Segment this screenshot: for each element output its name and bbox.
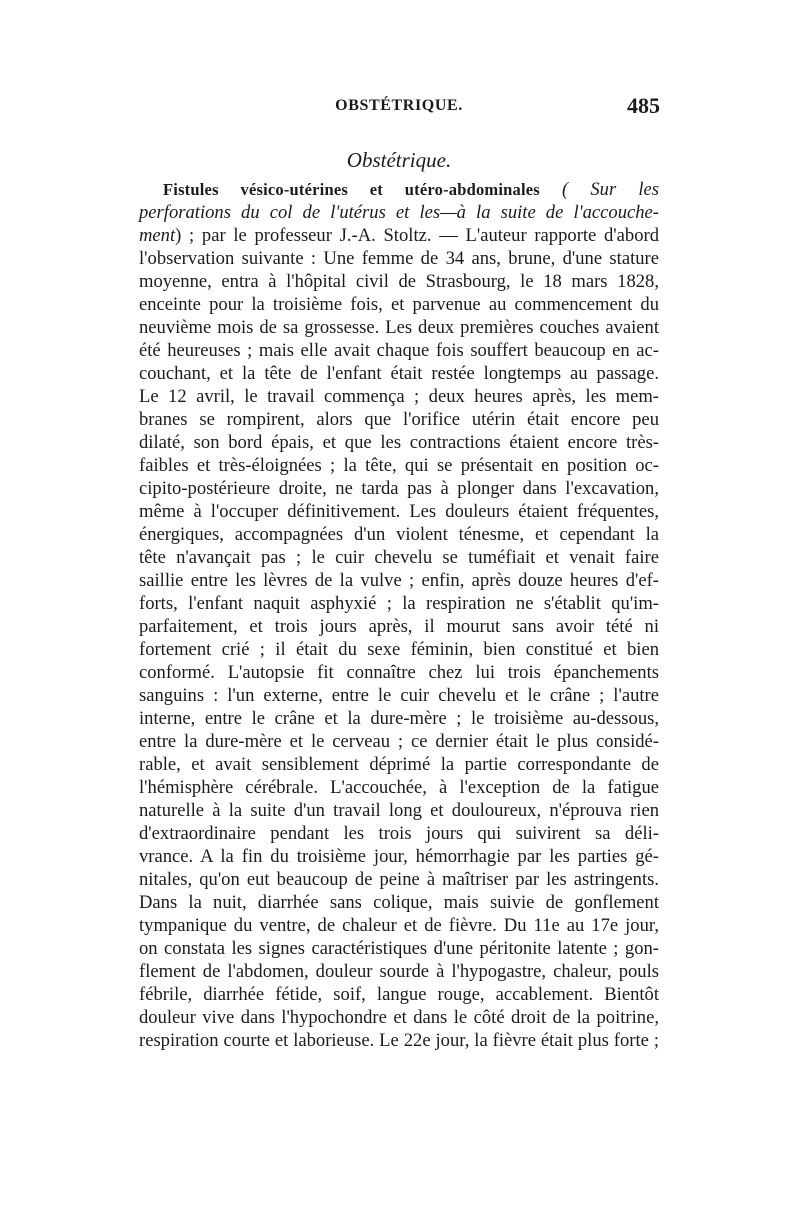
article-line: tête n'avançait pas ; le cuir chevelu se tuméfiait et venait faire xyxy=(139,547,659,568)
article-line-3 xyxy=(139,224,659,247)
article-line: on constata les signes caractéristiques d'une péritonite latente ; gon- xyxy=(139,938,659,959)
article-line: forts, l'enfant naquit asphyxié ; la respiration ne s'établit qu'im- xyxy=(139,593,659,614)
article-line: Le 12 avril, le travail commença ; deux heures après, les mem- xyxy=(139,386,659,407)
article-line: couchant, et la tête de l'enfant était restée longtemps au passage. xyxy=(139,363,659,384)
article-line: nitales, qu'on eut beaucoup de peine à maîtriser par les astringents. xyxy=(139,869,659,890)
article-line: l'hémisphère cérébrale. L'accouchée, à l'exception de la fatigue xyxy=(139,777,659,798)
article-line: Dans la nuit, diarrhée sans colique, mais suivie de gonflement xyxy=(139,892,659,913)
article-line: rable, et avait sensiblement déprimé la partie correspondante de xyxy=(139,754,659,775)
article-line: sanguins : l'un externe, entre le cuir chevelu et le crâne ; l'autre xyxy=(139,685,659,706)
article-line: neuvième mois de sa grossesse. Les deux premières couches avaient xyxy=(139,317,659,338)
article-author: ) ; par le professeur J.-A. Stoltz. — L'auteur rapporte d'abord xyxy=(175,225,659,246)
article-line: moyenne, entra à l'hôpital civil de Strasbourg, le 18 mars 1828, xyxy=(139,271,659,292)
running-head xyxy=(136,93,662,123)
article-line: parfaitement, et trois jours après, il mourut sans avoir tété ni xyxy=(139,616,659,637)
running-head-title: OBSTÉTRIQUE. xyxy=(335,97,463,114)
article-line: enceinte pour la troisième fois, et parvenue au commencement du xyxy=(139,294,659,315)
article-title: Fistules vésico-utérines et utéro-abdominales xyxy=(163,180,540,199)
article-line: interne, entre le crâne et la dure-mère ; le troisième au-dessous, xyxy=(139,708,659,729)
article-line: fortement crié ; il était du sexe féminin, bien constitué et bien xyxy=(139,639,659,660)
article-line: entre la dure-mère et le cerveau ; ce dernier était le plus considé- xyxy=(139,731,659,752)
article-line: l'observation suivante : Une femme de 34 ans, brune, d'une stature xyxy=(139,248,659,269)
article-line: cipito-postérieure droite, ne tarda pas à plonger dans l'excavation, xyxy=(139,478,659,499)
article-line-1 xyxy=(139,178,659,201)
article-line: dilaté, son bord épais, et que les contractions étaient encore très- xyxy=(139,432,659,453)
article-line: même à l'occuper définitivement. Les douleurs étaient fréquentes, xyxy=(139,501,659,522)
article-line: naturelle à la suite d'un travail long et douloureux, n'éprouva rien xyxy=(139,800,659,821)
article-line: été heureuses ; mais elle avait chaque fois souffert beaucoup en ac- xyxy=(139,340,659,361)
article-line: faibles et très-éloignées ; la tête, qui se présentait en position oc- xyxy=(139,455,659,476)
article-line: énergiques, accompagnées d'un violent ténesme, et cependant la xyxy=(139,524,659,545)
article-line: vrance. A la fin du troisième jour, hémorrhagie par les parties gé- xyxy=(139,846,659,867)
article-line: saillie entre les lèvres de la vulve ; enfin, après douze heures d'ef- xyxy=(139,570,659,591)
article-line: conformé. L'autopsie fit connaître chez lui trois épanchements xyxy=(139,662,659,683)
article-line: douleur vive dans l'hypochondre et dans le côté droit de la poitrine, xyxy=(139,1007,659,1028)
article-line: fébrile, diarrhée fétide, soif, langue rouge, accablement. Bientôt xyxy=(139,984,659,1005)
article-line-2: perforations du col de l'utérus et les—à la suite de l'accouche- xyxy=(139,202,659,223)
article-line: flement de l'abdomen, douleur sourde à l'hypogastre, chaleur, pouls xyxy=(139,961,659,982)
page-number: 485 xyxy=(627,93,660,118)
article-line: d'extraordinaire pendant les trois jours qui suivirent sa déli- xyxy=(139,823,659,844)
article-body xyxy=(139,178,659,1052)
section-heading: Obstétrique. xyxy=(346,148,452,172)
article-subtitle-start: ( Sur les xyxy=(562,179,659,200)
article-line: branes se rompirent, alors que l'orifice utérin était encore peu xyxy=(139,409,659,430)
article-subtitle-end: ment xyxy=(139,225,176,246)
article-line: respiration courte et laborieuse. Le 22e jour, la fièvre était plus forte ; xyxy=(139,1030,659,1051)
article-line: tympanique du ventre, de chaleur et de fièvre. Du 11e au 17e jour, xyxy=(139,915,659,936)
